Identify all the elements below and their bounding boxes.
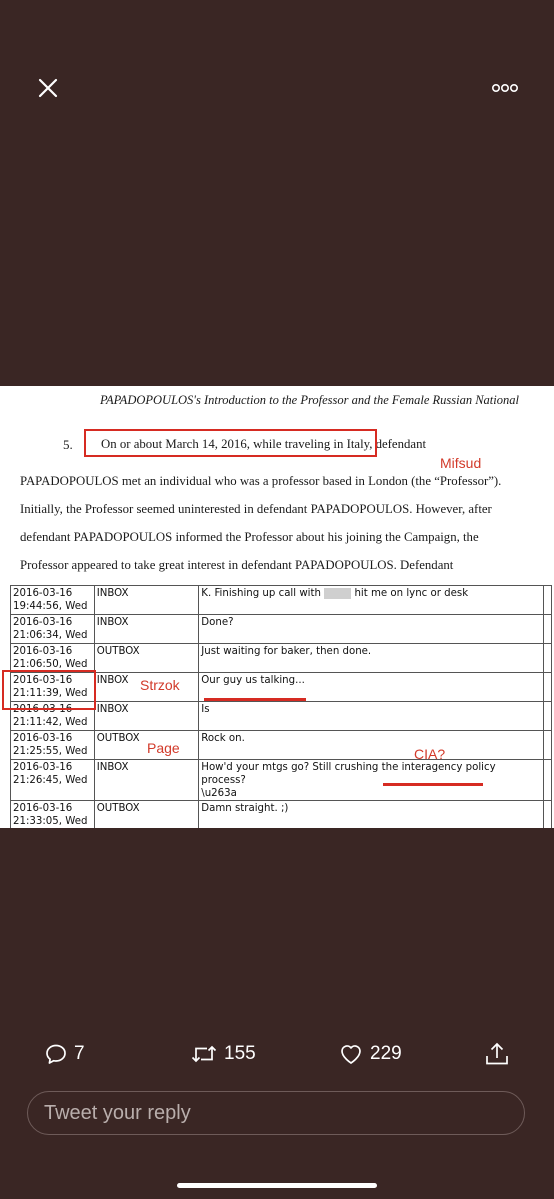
table-row	[11, 644, 552, 673]
message-cell	[199, 760, 544, 801]
message-cell	[199, 702, 544, 731]
paragraph-line-2: PAPADOPOULOS met an individual who was a professor based in London (the “Professor”).	[20, 474, 502, 488]
annotation-page: Page	[147, 740, 180, 756]
paragraph-line-1: On or about March 14, 2016, while traveling in Italy, defendant	[101, 437, 427, 451]
message-text: Rock on.	[201, 733, 245, 744]
time-text: 21:26:45, Wed	[13, 775, 88, 786]
date-text: 2016-03-16	[13, 762, 73, 773]
time-text: 21:33:05, Wed	[13, 816, 88, 827]
paragraph-number: 5.	[63, 437, 73, 452]
reply-placeholder: Tweet your reply	[44, 1102, 191, 1124]
direction-cell: INBOX	[94, 760, 199, 801]
direction-cell: INBOX	[94, 673, 199, 702]
home-indicator[interactable]	[177, 1183, 377, 1188]
empty-cell	[544, 731, 552, 760]
empty-cell	[544, 644, 552, 673]
message-text: K. Finishing up call with	[201, 588, 321, 599]
heart-icon	[338, 1042, 364, 1066]
date-text: 2016-03-16	[13, 733, 73, 744]
message-text-continued: hit me on lync or desk	[354, 588, 469, 599]
like-count: 229	[370, 1043, 402, 1064]
message-text: Damn straight. ;)	[201, 803, 289, 814]
message-text: Just waiting for baker, then done.	[201, 646, 372, 657]
indictment-excerpt	[0, 386, 554, 582]
message-cell	[199, 586, 544, 615]
time-text: 21:11:42, Wed	[13, 717, 88, 728]
reply-count: 7	[74, 1043, 85, 1064]
date-text: 2016-03-16	[13, 588, 73, 599]
highlight-box-timestamp	[2, 670, 96, 710]
annotation-cia: CIA?	[414, 746, 446, 762]
empty-cell	[544, 702, 552, 731]
paragraph-line-4: defendant PAPADOPOULOS informed the Professor about his joining the Campaign, the	[20, 530, 479, 544]
timestamp-cell	[11, 731, 95, 760]
direction-cell: INBOX	[94, 615, 199, 644]
reply-button[interactable]	[44, 1038, 85, 1070]
message-text: How'd your mtgs go? Still crushing the interagency policy process?	[201, 762, 496, 786]
time-text: 21:25:55, Wed	[13, 746, 88, 757]
retweet-count: 155	[224, 1043, 256, 1064]
date-text: 2016-03-16	[13, 675, 73, 686]
timestamp-cell	[11, 644, 95, 673]
redaction-block	[324, 588, 351, 599]
retweet-icon	[190, 1042, 218, 1066]
close-icon	[36, 76, 60, 100]
message-text: Our guy us talking...	[201, 675, 305, 686]
share-icon	[484, 1041, 510, 1067]
direction-cell: INBOX	[94, 702, 199, 731]
message-cell	[199, 644, 544, 673]
share-button[interactable]	[484, 1038, 510, 1070]
annotation-mifsud: Mifsud	[440, 455, 482, 471]
date-text: 2016-03-16	[13, 704, 73, 715]
table-row	[11, 760, 552, 801]
date-text: 2016-03-16	[13, 646, 73, 657]
timestamp-cell	[11, 760, 95, 801]
direction-cell: OUTBOX	[94, 644, 199, 673]
tweet-image[interactable]	[0, 386, 554, 828]
retweet-button[interactable]	[190, 1038, 256, 1070]
message-cell	[199, 731, 544, 760]
direction-cell: INBOX	[94, 586, 199, 615]
timestamp-cell	[11, 801, 95, 829]
empty-cell	[544, 760, 552, 801]
timestamp-cell	[11, 615, 95, 644]
paragraph-line-5: Professor appeared to take great interest in defendant PAPADOPOULOS. Defendant	[20, 558, 454, 572]
empty-cell	[544, 673, 552, 702]
direction-cell: OUTBOX	[94, 801, 199, 829]
direction-cell: OUTBOX	[94, 731, 199, 760]
date-text: 2016-03-16	[13, 803, 73, 814]
more-options-icon	[490, 80, 520, 96]
message-cell	[199, 801, 544, 829]
more-options-button[interactable]	[490, 80, 520, 96]
paragraph-line-3: Initially, the Professor seemed uninterested in defendant PAPADOPOULOS. However, after	[20, 502, 492, 516]
time-text: 19:44:56, Wed	[13, 601, 88, 612]
reply-input[interactable]	[27, 1091, 525, 1135]
timestamp-cell	[11, 586, 95, 615]
time-text: 21:11:39, Wed	[13, 688, 88, 699]
time-text: 21:06:50, Wed	[13, 659, 88, 670]
underline-our-guy	[204, 698, 306, 701]
reply-icon	[44, 1042, 68, 1066]
time-text: 21:06:34, Wed	[13, 630, 88, 641]
date-text: 2016-03-16	[13, 617, 73, 628]
table-row	[11, 615, 552, 644]
close-button[interactable]	[36, 76, 60, 100]
message-text: Done?	[201, 617, 234, 628]
table-row	[11, 586, 552, 615]
empty-cell	[544, 586, 552, 615]
empty-cell	[544, 615, 552, 644]
annotation-strzok: Strzok	[140, 677, 180, 693]
table-row	[11, 801, 552, 829]
underline-interagency	[383, 783, 483, 786]
highlight-box-italy	[84, 429, 377, 457]
like-button[interactable]	[338, 1038, 402, 1070]
message-text: Is	[201, 704, 210, 715]
message-text-continued: \u263a	[201, 788, 237, 799]
message-cell	[199, 615, 544, 644]
section-heading: PAPADOPOULOS's Introduction to the Professor and the Female Russian National	[100, 393, 519, 407]
tweet-actions	[0, 1038, 554, 1070]
empty-cell	[544, 801, 552, 829]
table-row	[11, 731, 552, 760]
